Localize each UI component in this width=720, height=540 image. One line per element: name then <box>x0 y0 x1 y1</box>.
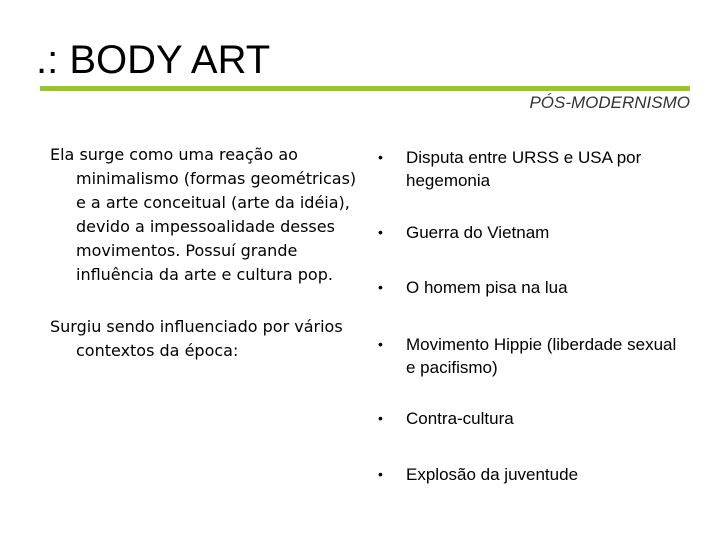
bullet-text: Movimento Hippie (liberdade sexual e pacifismo) <box>406 335 677 377</box>
bullet-text: Guerra do Vietnam <box>406 223 550 242</box>
bullet-icon: • <box>378 410 383 426</box>
bullet-item <box>378 276 688 299</box>
bullet-icon: • <box>378 149 383 165</box>
bullet-text: O homem pisa na lua <box>406 278 568 297</box>
bullet-text: Contra-cultura <box>406 409 514 428</box>
bullet-text: Disputa entre URSS e USA por hegemonia <box>406 148 642 190</box>
bullet-item <box>378 333 688 379</box>
bullet-item <box>378 463 688 486</box>
context-paragraph: Surgiu sendo influenciado por vários contextos da época: <box>50 317 343 360</box>
bullet-item <box>378 221 688 244</box>
slide-title: .: BODY ART <box>36 38 271 82</box>
bullet-icon: • <box>378 466 383 482</box>
intro-text-column <box>50 143 362 391</box>
bullet-icon: • <box>378 336 383 352</box>
bullet-item <box>378 407 688 430</box>
bullet-text: Explosão da juventude <box>406 465 579 484</box>
title-underline <box>40 86 690 91</box>
bullet-icon: • <box>378 224 383 240</box>
bullet-item <box>378 146 688 192</box>
slide-subtitle: PÓS-MODERNISMO <box>529 93 690 112</box>
intro-paragraph: Ela surge como uma reação ao minimalismo (formas geométricas) e a arte conceitual (arte da idéia), devido a impessoalidade desses movimentos. Possuí grande influência da arte e cultura pop. <box>50 145 357 284</box>
bullet-icon: • <box>378 279 383 295</box>
